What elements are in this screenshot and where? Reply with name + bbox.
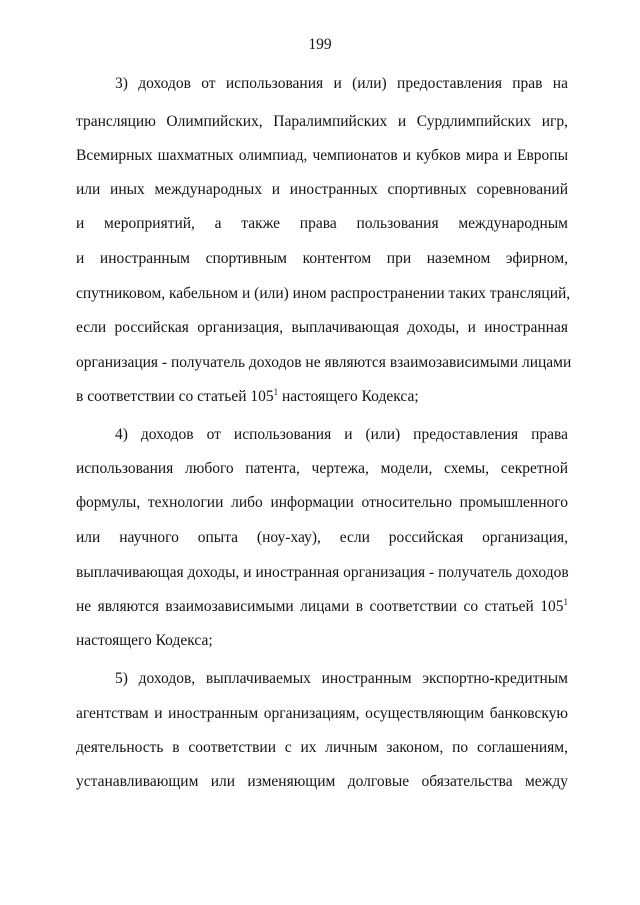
text-fragment: в соответствии со статьей 105 [76,388,274,405]
superscript: 1 [273,387,279,397]
text-line: деятельность в соответствии с их личным законом, по соглашениям, [76,739,568,756]
text-line: 3) доходов от использования и (или) предоставления прав на [115,75,568,92]
text-line: формулы, технологии либо информации относительно промышленного [76,494,568,511]
text-line: если российская организация, выплачивающая доходы, и иностранная [76,319,568,336]
text-line: организация - получатель доходов не являются взаимозависимыми лицами [76,354,572,371]
text-line: использования любого патента, чертежа, модели, схемы, секретной [76,460,568,477]
text-fragment: не являются взаимозависимыми лицами в соответствии со статьей 105 [76,598,564,615]
text-line [76,597,568,617]
text-line: устанавливающим или изменяющим долговые обязательства между [76,773,568,790]
text-line: или иных международных и иностранных спортивных соревнований [76,181,568,198]
text-line: выплачивающая доходы, и иностранная организация - получатель доходов [76,564,569,581]
text-line: или научного опыта (ноу-хау), если российская организация, [76,529,568,546]
text-line: и мероприятий, а также права пользования международным [76,215,568,232]
text-line: и иностранным спортивным контентом при наземном эфирном, [76,250,568,267]
text-line: спутниковом, кабельном и (или) ином распространении таких трансляций, [76,285,571,302]
text-line: Всемирных шахматных олимпиад, чемпионатов и кубков мира и Европы [76,147,568,164]
superscript: 1 [563,597,568,607]
text-fragment: настоящего Кодекса; [278,388,419,405]
text-line: агентствам и иностранным организациям, осуществляющим банковскую [76,705,568,722]
text-line: 4) доходов от использования и (или) предоставления права [115,426,568,443]
text-line: настоящего Кодекса; [76,632,213,649]
text-line [76,387,568,407]
text-line: 5) доходов, выплачиваемых иностранным экспортно-кредитным [115,670,568,687]
text-line: трансляцию Олимпийских, Паралимпийских и Сурдлимпийских игр, [76,113,568,130]
page-number: 199 [308,36,332,53]
